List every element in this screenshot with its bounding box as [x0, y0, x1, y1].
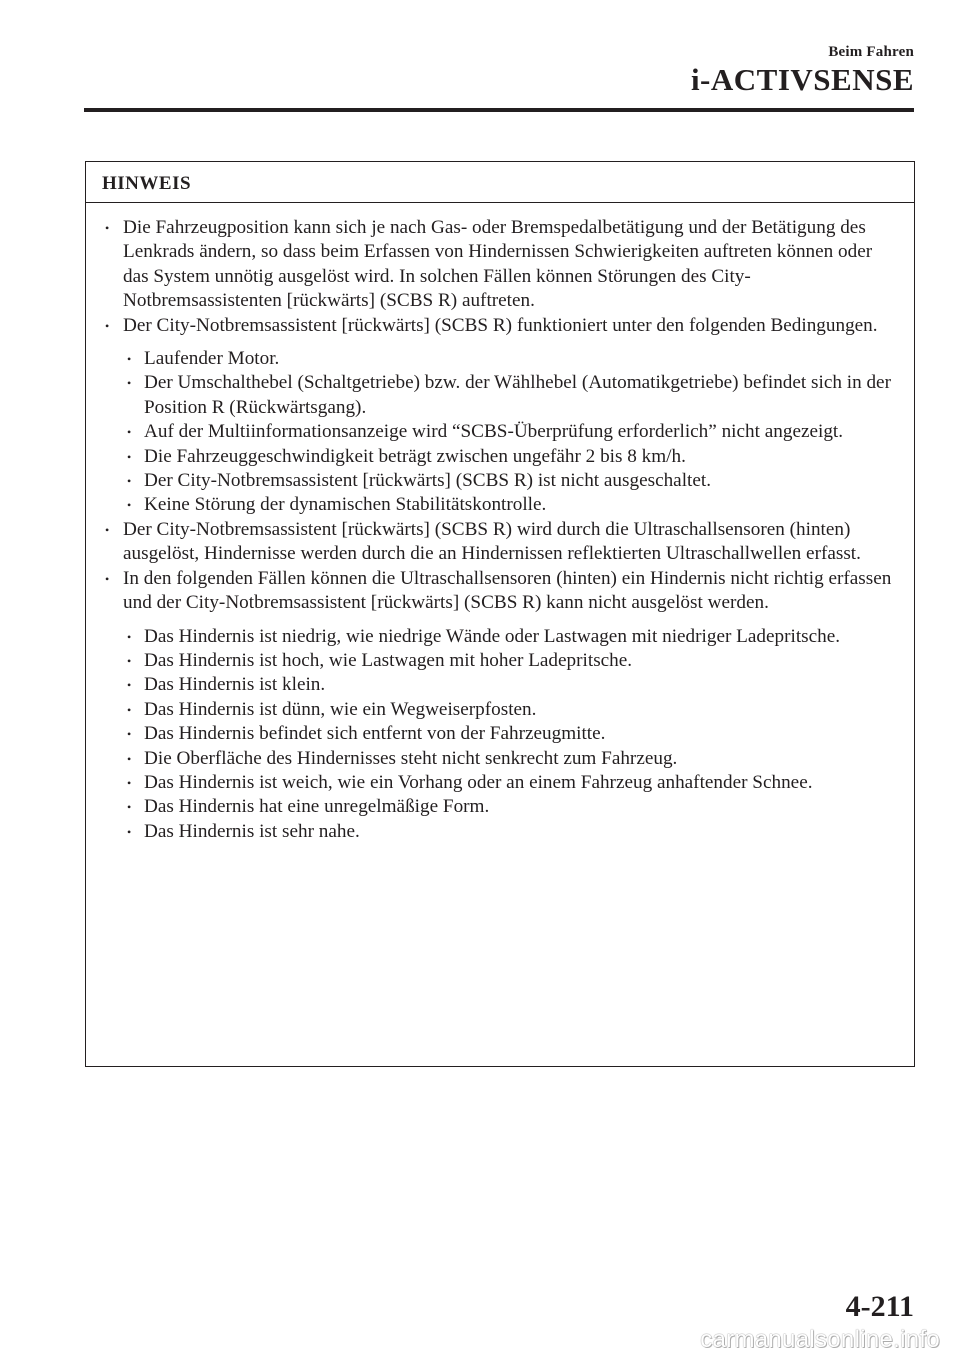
sub-item: • Das Hindernis ist klein.	[123, 673, 900, 697]
sub-item: • Laufender Motor.	[123, 347, 900, 371]
sub-item: • Das Hindernis ist weich, wie ein Vorhang oder an einem Fahrzeug anhaftender Schnee.	[123, 771, 900, 795]
section-label: Beim Fahren	[828, 44, 914, 60]
note-item	[86, 518, 900, 567]
note-item	[86, 216, 900, 314]
sub-item: • Das Hindernis befindet sich entfernt von der Fahrzeugmitte.	[123, 722, 900, 746]
note-item-text: Die Fahrzeugposition kann sich je nach Gas- oder Bremspedalbetätigung und der Betätigung des Lenkrads ändern, so dass beim Erfassen von Hindernissen Schwierigkeiten auftreten können oder das System unnötig ausgelöst wird. In solchen Fällen können Störungen des City-Notbremsassistenten [rückwärts] (SCBS R) auftreten.	[123, 217, 873, 312]
note-list	[86, 216, 914, 844]
sub-item: • Der City-Notbremsassistent [rückwärts] (SCBS R) ist nicht ausgeschaltet.	[123, 469, 900, 493]
sub-item: • Das Hindernis hat eine unregelmäßige Form.	[123, 795, 900, 819]
sub-item: • Keine Störung der dynamischen Stabilitätskontrolle.	[123, 493, 900, 517]
sub-item: • Das Hindernis ist dünn, wie ein Wegweiserpfosten.	[123, 698, 900, 722]
sub-item: • Auf der Multiinformationsanzeige wird “SCBS-Überprüfung erforderlich” nicht angezeigt.	[123, 420, 900, 444]
page-number: 4-211	[845, 1290, 914, 1323]
sub-item: • Das Hindernis ist hoch, wie Lastwagen mit hoher Ladepritsche.	[123, 649, 900, 673]
sub-item: • Die Fahrzeuggeschwindigkeit beträgt zwischen ungefähr 2 bis 8 km/h.	[123, 445, 900, 469]
header-rule	[84, 108, 914, 112]
note-box	[85, 161, 915, 1067]
limitation-list	[123, 625, 900, 845]
note-item-text: Der City-Notbremsassistent [rückwärts] (SCBS R) wird durch die Ultraschallsensoren (hinten) ausgelöst, Hindernisse werden durch die an Hindernissen reflektierten Ultraschallwellen erfasst.	[123, 518, 861, 565]
note-item	[86, 567, 900, 844]
sub-item: • Der Umschalthebel (Schaltgetriebe) bzw. der Wählhebel (Automatikgetriebe) befindet sich in der Position R (Rückwärtsgang).	[123, 371, 900, 420]
sub-item: • Das Hindernis ist sehr nahe.	[123, 820, 900, 844]
note-item-text: In den folgenden Fällen können die Ultraschallsensoren (hinten) ein Hindernis nicht richtig erfassen und der City-Notbremsassistent [rückwärts] (SCBS R) kann nicht ausgelöst werden.	[123, 567, 892, 614]
note-title: HINWEIS	[86, 162, 914, 203]
site-watermark: carmanualsonline.info	[700, 1326, 940, 1353]
sub-item: • Die Oberfläche des Hindernisses steht nicht senkrecht zum Fahrzeug.	[123, 747, 900, 771]
note-item-text: Der City-Notbremsassistent [rückwärts] (SCBS R) funktioniert unter den folgenden Bedingungen.	[123, 314, 878, 336]
condition-list	[123, 347, 900, 518]
note-item	[86, 314, 900, 518]
chapter-title: i-ACTIVSENSE	[690, 62, 914, 97]
note-body	[86, 203, 914, 844]
sub-item: • Das Hindernis ist niedrig, wie niedrige Wände oder Lastwagen mit niedriger Ladepritsche.	[123, 625, 900, 649]
